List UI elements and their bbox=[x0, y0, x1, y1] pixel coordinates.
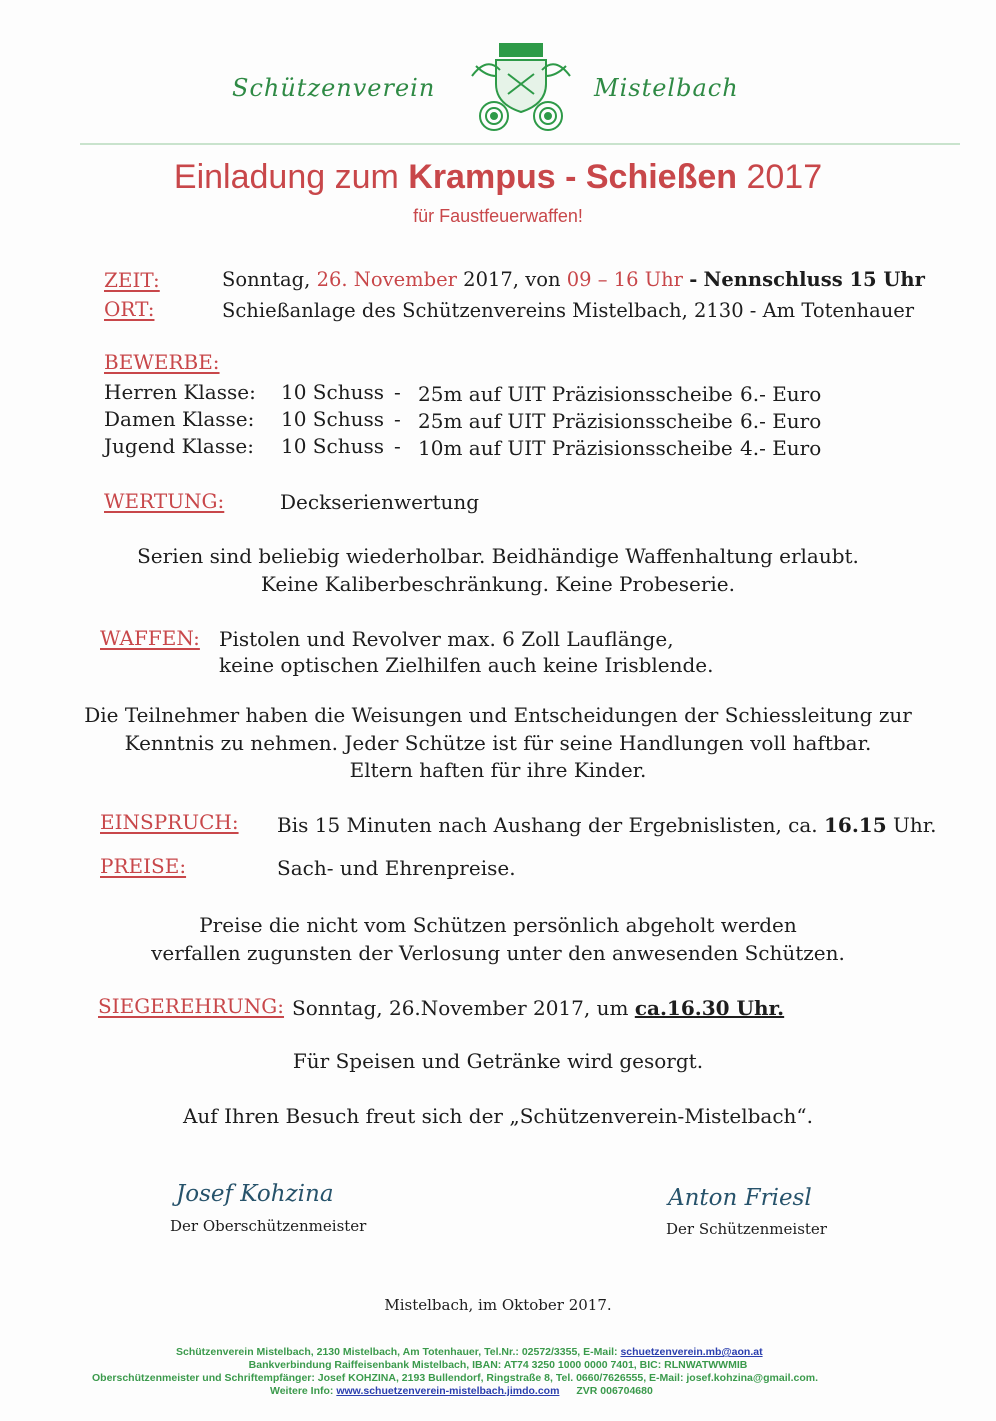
bewerb-preis: 6.- Euro bbox=[740, 382, 822, 406]
bewerb-scheibe: 25m auf UIT Präzisionsscheibe bbox=[418, 382, 733, 406]
brand-left: Schützenverein bbox=[232, 74, 436, 102]
bewerb-scheibe: 25m auf UIT Präzisionsscheibe bbox=[418, 409, 733, 433]
footer-line2: Bankverbindung Raiffeisenbank Mistelbach, IBAN: AT74 3250 1000 0000 7401, BIC: RLNWATWWMIB bbox=[248, 1359, 748, 1371]
brand-right: Mistelbach bbox=[594, 74, 739, 102]
header-divider bbox=[80, 143, 960, 145]
place-date: Mistelbach, im Oktober 2017. bbox=[384, 1296, 612, 1314]
bewerb-dash: - bbox=[394, 407, 401, 431]
preise-text: Sach- und Ehrenpreise. bbox=[277, 856, 516, 880]
siegerehrung-text bbox=[292, 996, 784, 1020]
label-preise: PREISE: bbox=[100, 854, 187, 878]
einspruch-suffix: Uhr. bbox=[893, 813, 937, 837]
einspruch-main: Bis 15 Minuten nach Aushang der Ergebnislisten, ca. bbox=[277, 813, 818, 837]
wertung-line2: Keine Kaliberbeschränkung. Keine Probeserie. bbox=[261, 572, 735, 596]
siegerehrung-time: ca.16.30 Uhr. bbox=[634, 996, 785, 1020]
bewerb-schuss: 10 Schuss bbox=[281, 407, 384, 431]
waffen-line1: Pistolen und Revolver max. 6 Zoll Lauflänge, bbox=[219, 627, 674, 651]
siegerehrung-main: Sonntag, 26.November 2017, um bbox=[292, 996, 629, 1020]
wertung-text: Deckserienwertung bbox=[280, 490, 480, 514]
preise-line1: Preise die nicht vom Schützen persönlich abgeholt werden bbox=[199, 913, 797, 937]
club-crest-icon bbox=[462, 36, 580, 132]
footer-email-link[interactable]: schuetzenverein.mb@aon.at bbox=[620, 1346, 763, 1358]
zeit-date: 26. November bbox=[316, 268, 457, 291]
wertung-line1: Serien sind beliebig wiederholbar. Beidhändige Waffenhaltung erlaubt. bbox=[137, 544, 859, 568]
bewerb-scheibe: 10m auf UIT Präzisionsscheibe bbox=[418, 436, 733, 460]
footer-line1 bbox=[176, 1346, 763, 1358]
teilnehmer-line2: Kenntnis zu nehmen. Jeder Schütze ist für seine Handlungen voll haftbar. bbox=[124, 731, 872, 755]
zeit-year: 2017, von bbox=[463, 268, 561, 291]
zeit-text bbox=[222, 268, 925, 291]
label-wertung: WERTUNG: bbox=[104, 489, 225, 513]
signature-right-title: Der Schützenmeister bbox=[666, 1220, 827, 1238]
label-siegerehrung: SIEGEREHRUNG: bbox=[98, 994, 285, 1018]
bewerb-klasse: Jugend Klasse: bbox=[104, 434, 254, 458]
bewerb-schuss: 10 Schuss bbox=[281, 380, 384, 404]
title-prefix: Einladung zum bbox=[173, 158, 399, 196]
speisen-text: Für Speisen und Getränke wird gesorgt. bbox=[292, 1049, 704, 1073]
einspruch-text bbox=[277, 813, 936, 837]
bewerb-klasse: Damen Klasse: bbox=[104, 407, 255, 431]
footer-website-link[interactable]: www.schuetzenverein-mistelbach.jimdo.com bbox=[336, 1385, 560, 1397]
page-title bbox=[0, 158, 996, 197]
footer-line3: Oberschützenmeister und Schriftempfänger: Josef KOHZINA, 2193 Bullendorf, Ringstraße 8, Tel. 0660/7626555, E-Mail: josef.kohzina@gmail.com. bbox=[92, 1372, 818, 1384]
zeit-time: 09 – 16 Uhr bbox=[566, 268, 684, 291]
zeit-dash: - bbox=[689, 268, 698, 291]
label-waffen: WAFFEN: bbox=[100, 626, 200, 650]
teilnehmer-line3: Eltern haften für ihre Kinder. bbox=[349, 758, 647, 782]
page-subtitle: für Faustfeuerwaffen! bbox=[413, 206, 583, 226]
bewerb-preis: 4.- Euro bbox=[740, 436, 822, 460]
einspruch-time: 16.15 bbox=[824, 813, 887, 837]
waffen-line2: keine optischen Zielhilfen auch keine Irisblende. bbox=[219, 653, 714, 677]
signature-right: Anton Friesl bbox=[668, 1185, 812, 1211]
label-ort: ORT: bbox=[104, 297, 155, 321]
bewerb-preis: 6.- Euro bbox=[740, 409, 822, 433]
label-einspruch: EINSPRUCH: bbox=[100, 810, 239, 834]
footer-zvr: ZVR 006704680 bbox=[576, 1385, 653, 1397]
footer-address: Schützenverein Mistelbach, 2130 Mistelbach, Am Totenhauer, Tel.Nr.: 02572/3355, E-Mail: bbox=[176, 1346, 618, 1358]
besuch-text: Auf Ihren Besuch freut sich der „Schützenverein-Mistelbach“. bbox=[182, 1104, 814, 1128]
label-bewerbe: BEWERBE: bbox=[104, 350, 220, 374]
ort-text: Schießanlage des Schützenvereins Mistelbach, 2130 - Am Totenhauer bbox=[222, 299, 915, 322]
preise-line2: verfallen zugunsten der Verlosung unter den anwesenden Schützen. bbox=[151, 941, 845, 965]
zeit-day: Sonntag, bbox=[222, 268, 311, 291]
footer-info-label: Weitere Info: bbox=[270, 1385, 334, 1397]
footer-line4 bbox=[270, 1385, 653, 1397]
title-year: 2017 bbox=[746, 158, 823, 196]
bewerb-dash: - bbox=[394, 434, 401, 458]
bewerb-schuss: 10 Schuss bbox=[281, 434, 384, 458]
bewerb-klasse: Herren Klasse: bbox=[104, 380, 256, 404]
teilnehmer-line1: Die Teilnehmer haben die Weisungen und Entscheidungen der Schiessleitung zur bbox=[84, 703, 912, 727]
signature-left: Josef Kohzina bbox=[176, 1181, 334, 1207]
title-event: Krampus - Schießen bbox=[408, 158, 738, 196]
label-zeit: ZEIT: bbox=[104, 268, 160, 292]
bewerb-dash: - bbox=[394, 380, 401, 404]
signature-left-title: Der Oberschützenmeister bbox=[170, 1217, 367, 1235]
zeit-nennschluss: Nennschluss 15 Uhr bbox=[703, 268, 925, 291]
